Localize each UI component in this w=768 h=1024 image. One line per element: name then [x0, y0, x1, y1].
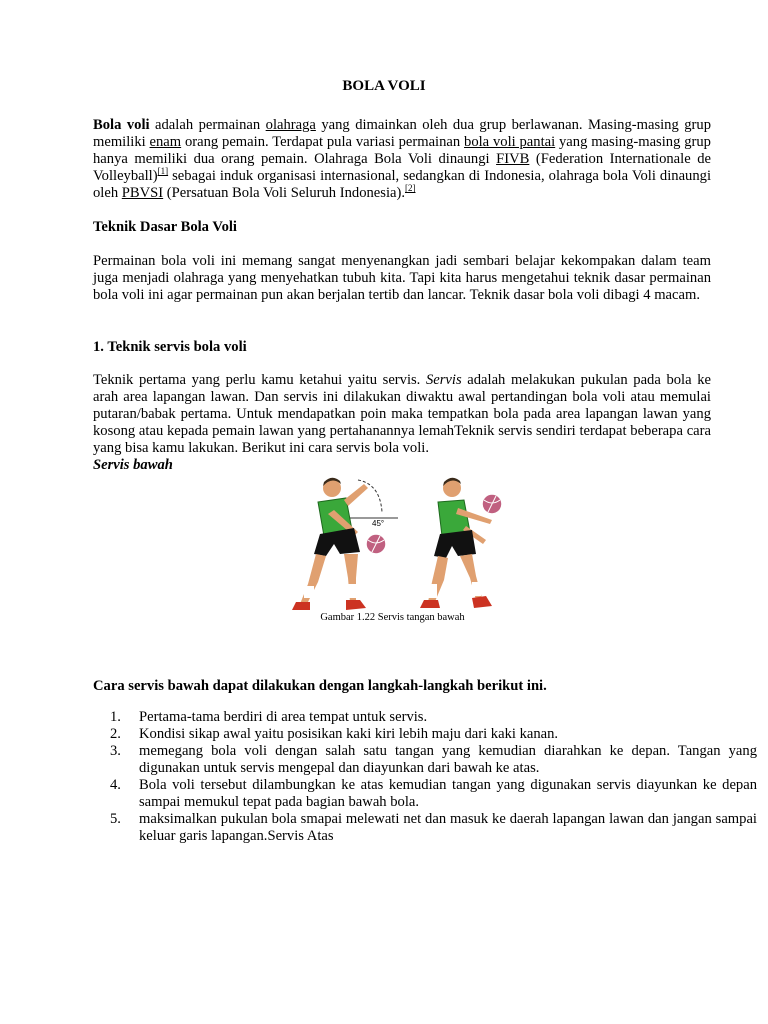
- intro-text-3: orang pemain. Terdapat pula variasi permainan: [181, 134, 465, 150]
- player-left-leg-back: [300, 554, 326, 606]
- player-left-sock-back: [304, 586, 314, 598]
- servis-paragraph: [93, 372, 711, 457]
- player-left: [292, 478, 398, 610]
- steps-heading: Cara servis bawah dapat dilakukan dengan langkah-langkah berikut ini.: [93, 678, 547, 694]
- list-item-text: memegang bola voli dengan salah satu tangan yang kemudian diarahkan ke depan. Tangan yang digunakan untuk servis mengepal dan diayunkan dari bawah ke atas.: [139, 743, 757, 776]
- intro-text-5: (Federation Internationale de Volleyball): [93, 151, 711, 184]
- servis-italic-term: Servis: [425, 372, 462, 388]
- intro-text-2: yang dimainkan oleh dua grup berlawanan. Masing-masing grup memiliki: [93, 117, 711, 150]
- player-right-sock-front: [472, 582, 481, 596]
- list-item-text: Kondisi sikap awal yaitu posisikan kaki kiri lebih maju dari kaki kanan.: [139, 726, 559, 742]
- player-left-shoe-back: [292, 602, 310, 610]
- player-right-shoe-back: [420, 600, 440, 608]
- intro-text-7: (Persatuan Bola Voli Seluruh Indonesia).: [163, 185, 405, 201]
- section-paragraph: Permainan bola voli ini memang sangat menyenangkan jadi sembari belajar kekompakan dalam team juga menjadi olahraga yang menyehatkan tubuh kita. Tapi kita harus mengetahui teknik dasar permainan bola voli ini agar permainan pun akan berjalan tertib dan lancar. Teknik dasar bola voli dibagi 4 macam.: [93, 253, 711, 303]
- intro-bold-lead: Bola voli: [93, 117, 150, 133]
- list-item-number: 4.: [110, 777, 121, 793]
- servis-bawah-figure: [280, 474, 505, 658]
- player-right: [420, 478, 502, 608]
- player-left-sock-front: [348, 584, 357, 598]
- list-item: [110, 777, 757, 811]
- player-right-shoe-front: [472, 596, 492, 608]
- intro-text-4: yang masing-masing grup hanya memiliki dua orang pemain. Olahraga Bola Voli dinaungi: [93, 134, 711, 167]
- document-title: BOLA VOLI: [342, 78, 426, 94]
- intro-text-6: sebagai induk organisasi internasional, sedangkan di Indonesia, olahraga bola Voli dinaungi oleh: [93, 168, 711, 201]
- player-left-raised-arm: [344, 484, 368, 506]
- list-item-text: maksimalkan pukulan bola smapai melewati net dan masuk ke daerah lapangan lawan dan jangan sampai keluar garis lapangan.Servis Atas: [139, 811, 757, 844]
- list-item-number: 2.: [110, 726, 121, 742]
- swing-arc: [358, 480, 382, 512]
- section-heading-teknik-servis: 1. Teknik servis bola voli: [93, 339, 247, 355]
- list-item-number: 1.: [110, 709, 121, 725]
- intro-text-1: adalah permainan: [149, 117, 266, 133]
- link-pbvsi[interactable]: PBVSI: [121, 185, 164, 201]
- steps-list: [93, 709, 757, 845]
- list-item-text: Pertama-tama berdiri di area tempat untuk servis.: [139, 709, 428, 725]
- player-left-shorts: [314, 528, 360, 556]
- list-item-number: 3.: [110, 743, 121, 759]
- player-right-shorts: [434, 530, 476, 558]
- reference-link-2[interactable]: [2]: [405, 183, 416, 193]
- list-item: [110, 709, 757, 726]
- angle-label: 45°: [372, 519, 385, 528]
- reference-link-1[interactable]: [1]: [157, 166, 169, 176]
- link-enam[interactable]: enam: [149, 134, 182, 150]
- intro-paragraph: [93, 117, 711, 202]
- servis-text-2: adalah melakukan pukulan pada bola ke arah area lapangan lawan. Dan servis ini dilakukan diwaktu awal pertandingan bola voli atau memulai putaran/babak pertama. Untuk mendapatkan poin maka tempatkan bola pada area lapangan lawan yang kosong atau kepada pemain lawan yang pertahanannya lemahTeknik servis sendiri terdapat beberapa cara yang bisa kamu lakukan. Berikut ini cara servis bola voli.: [93, 372, 711, 456]
- servis-text-1: Teknik pertama yang perlu kamu ketahui yaitu servis.: [93, 372, 426, 388]
- servis-bawah-label: Servis bawah: [93, 457, 173, 473]
- link-fivb[interactable]: FIVB: [496, 151, 530, 167]
- section-heading-teknik-dasar: Teknik Dasar Bola Voli: [93, 219, 237, 235]
- player-right-sock-back: [428, 584, 437, 598]
- link-bola-voli-pantai[interactable]: bola voli pantai: [464, 134, 556, 150]
- figure-caption: Gambar 1.22 Servis tangan bawah: [320, 612, 465, 623]
- list-item-text: Bola voli tersebut dilambungkan ke atas kemudian tangan yang digunakan servis diayunkan ke depan sampai memukul tepat pada bagian bawah bola.: [139, 777, 757, 810]
- list-item: [110, 811, 757, 845]
- link-olahraga[interactable]: olahraga: [265, 117, 316, 133]
- servis-illustration: [280, 474, 505, 612]
- list-item: [110, 726, 757, 743]
- list-item-number: 5.: [110, 811, 121, 827]
- list-item: [110, 743, 757, 777]
- player-left-shoe-front: [346, 600, 366, 610]
